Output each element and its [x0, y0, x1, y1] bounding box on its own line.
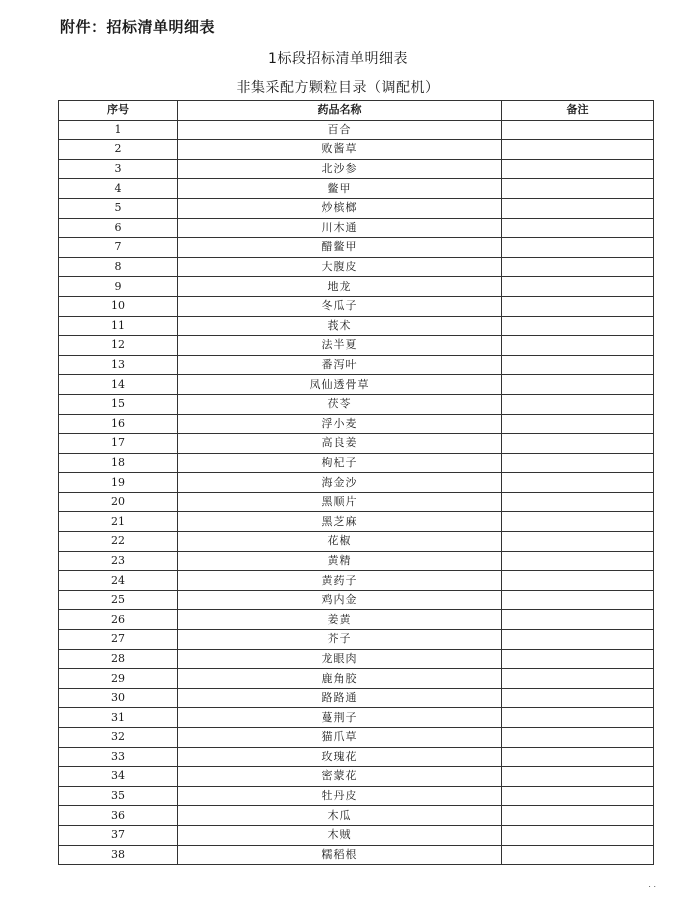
cell-no: 29	[59, 669, 178, 689]
cell-drug-name: 糯稻根	[178, 845, 502, 865]
cell-no: 5	[59, 198, 178, 218]
table-row	[59, 277, 654, 297]
table-row	[59, 825, 654, 845]
cell-note	[502, 159, 654, 179]
cell-drug-name: 木贼	[178, 825, 502, 845]
table-row	[59, 845, 654, 865]
cell-note	[502, 375, 654, 395]
cell-no: 4	[59, 179, 178, 199]
cell-note	[502, 120, 654, 140]
table-row	[59, 120, 654, 140]
cell-no: 2	[59, 140, 178, 160]
cell-drug-name: 姜黄	[178, 610, 502, 630]
cell-note	[502, 669, 654, 689]
cell-note	[502, 845, 654, 865]
cell-note	[502, 767, 654, 787]
table-row	[59, 610, 654, 630]
table-row	[59, 728, 654, 748]
cell-note	[502, 786, 654, 806]
cell-no: 26	[59, 610, 178, 630]
cell-no: 27	[59, 630, 178, 650]
cell-note	[502, 492, 654, 512]
cell-no: 8	[59, 257, 178, 277]
cell-no: 23	[59, 551, 178, 571]
table-row	[59, 532, 654, 552]
cell-no: 34	[59, 767, 178, 787]
table-header-row	[59, 101, 654, 121]
cell-note	[502, 336, 654, 356]
cell-no: 7	[59, 238, 178, 258]
cell-drug-name: 莪术	[178, 316, 502, 336]
table-row	[59, 747, 654, 767]
cell-note	[502, 551, 654, 571]
cell-drug-name: 番泻叶	[178, 355, 502, 375]
cell-drug-name: 地龙	[178, 277, 502, 297]
cell-drug-name: 芥子	[178, 630, 502, 650]
cell-drug-name: 鸡内金	[178, 590, 502, 610]
table-row	[59, 296, 654, 316]
cell-drug-name: 木瓜	[178, 806, 502, 826]
cell-no: 18	[59, 453, 178, 473]
table-row	[59, 140, 654, 160]
cell-note	[502, 571, 654, 591]
table-row	[59, 316, 654, 336]
table-row	[59, 630, 654, 650]
table-row	[59, 375, 654, 395]
cell-no: 14	[59, 375, 178, 395]
cell-no: 35	[59, 786, 178, 806]
cell-note	[502, 512, 654, 532]
cell-drug-name: 猫爪草	[178, 728, 502, 748]
cell-note	[502, 649, 654, 669]
cell-no: 25	[59, 590, 178, 610]
table-row	[59, 453, 654, 473]
cell-note	[502, 140, 654, 160]
cell-no: 19	[59, 473, 178, 493]
cell-drug-name: 北沙参	[178, 159, 502, 179]
cell-drug-name: 路路通	[178, 688, 502, 708]
cell-drug-name: 鳖甲	[178, 179, 502, 199]
cell-no: 1	[59, 120, 178, 140]
cell-no: 21	[59, 512, 178, 532]
cell-note	[502, 414, 654, 434]
cell-note	[502, 198, 654, 218]
cell-drug-name: 鹿角胶	[178, 669, 502, 689]
cell-no: 32	[59, 728, 178, 748]
cell-drug-name: 浮小麦	[178, 414, 502, 434]
cell-drug-name: 玫瑰花	[178, 747, 502, 767]
cell-drug-name: 密蒙花	[178, 767, 502, 787]
cell-drug-name: 海金沙	[178, 473, 502, 493]
cell-note	[502, 394, 654, 414]
cell-no: 36	[59, 806, 178, 826]
cell-note	[502, 218, 654, 238]
cell-no: 12	[59, 336, 178, 356]
cell-no: 10	[59, 296, 178, 316]
cell-drug-name: 花椒	[178, 532, 502, 552]
cell-no: 16	[59, 414, 178, 434]
cell-no: 30	[59, 688, 178, 708]
cell-no: 9	[59, 277, 178, 297]
column-header-no: 序号	[59, 101, 178, 121]
cell-no: 13	[59, 355, 178, 375]
cell-no: 33	[59, 747, 178, 767]
cell-drug-name: 黑芝麻	[178, 512, 502, 532]
table-row	[59, 767, 654, 787]
table-header	[59, 101, 654, 121]
cell-note	[502, 355, 654, 375]
cell-note	[502, 238, 654, 258]
attachment-label: 附件：招标清单明细表	[60, 18, 216, 36]
cell-drug-name: 黄精	[178, 551, 502, 571]
cell-no: 17	[59, 434, 178, 454]
table-row	[59, 238, 654, 258]
column-header-note: 备注	[502, 101, 654, 121]
document-subtitle: 非集采配方颗粒目录（调配机）	[236, 80, 440, 96]
table-row	[59, 512, 654, 532]
cell-note	[502, 688, 654, 708]
cell-note	[502, 630, 654, 650]
table-row	[59, 551, 654, 571]
cell-drug-name: 茯苓	[178, 394, 502, 414]
drug-list-table	[58, 100, 654, 865]
cell-no: 37	[59, 825, 178, 845]
cell-no: 38	[59, 845, 178, 865]
cell-no: 3	[59, 159, 178, 179]
cell-no: 31	[59, 708, 178, 728]
cell-note	[502, 453, 654, 473]
table-row	[59, 218, 654, 238]
column-header-name: 药品名称	[178, 101, 502, 121]
table-row	[59, 492, 654, 512]
cell-note	[502, 708, 654, 728]
table-row	[59, 649, 654, 669]
table-row	[59, 688, 654, 708]
cell-drug-name: 大腹皮	[178, 257, 502, 277]
cell-note	[502, 473, 654, 493]
table-row	[59, 394, 654, 414]
cell-drug-name: 冬瓜子	[178, 296, 502, 316]
cell-note	[502, 277, 654, 297]
cell-no: 11	[59, 316, 178, 336]
cell-no: 15	[59, 394, 178, 414]
table-row	[59, 806, 654, 826]
cell-note	[502, 434, 654, 454]
cell-note	[502, 179, 654, 199]
cell-drug-name: 龙眼肉	[178, 649, 502, 669]
cell-drug-name: 枸杞子	[178, 453, 502, 473]
cell-drug-name: 败酱草	[178, 140, 502, 160]
cell-note	[502, 806, 654, 826]
table-row	[59, 414, 654, 434]
table-row	[59, 708, 654, 728]
table-row	[59, 355, 654, 375]
cell-drug-name: 川木通	[178, 218, 502, 238]
cell-no: 24	[59, 571, 178, 591]
document-title: 1标段招标清单明细表	[268, 51, 408, 67]
cell-note	[502, 610, 654, 630]
cell-note	[502, 316, 654, 336]
cell-note	[502, 825, 654, 845]
cell-drug-name: 法半夏	[178, 336, 502, 356]
cell-drug-name: 炒槟榔	[178, 198, 502, 218]
cell-note	[502, 257, 654, 277]
table-row	[59, 669, 654, 689]
cell-no: 20	[59, 492, 178, 512]
table-row	[59, 336, 654, 356]
table-row	[59, 786, 654, 806]
cell-note	[502, 728, 654, 748]
cell-drug-name: 高良姜	[178, 434, 502, 454]
table-row	[59, 179, 654, 199]
cell-note	[502, 296, 654, 316]
cell-drug-name: 黑顺片	[178, 492, 502, 512]
cell-drug-name: 百合	[178, 120, 502, 140]
cell-no: 28	[59, 649, 178, 669]
table-row	[59, 198, 654, 218]
table-row	[59, 434, 654, 454]
cell-note	[502, 747, 654, 767]
table-row	[59, 590, 654, 610]
cell-drug-name: 牡丹皮	[178, 786, 502, 806]
cell-drug-name: 黄药子	[178, 571, 502, 591]
cell-drug-name: 凤仙透骨草	[178, 375, 502, 395]
table-row	[59, 257, 654, 277]
table-row	[59, 159, 654, 179]
scan-artifact: . .	[648, 880, 656, 889]
cell-note	[502, 590, 654, 610]
cell-drug-name: 醋鳖甲	[178, 238, 502, 258]
table-body	[59, 120, 654, 865]
cell-drug-name: 蔓荆子	[178, 708, 502, 728]
table-row	[59, 473, 654, 493]
cell-no: 22	[59, 532, 178, 552]
cell-no: 6	[59, 218, 178, 238]
table-row	[59, 571, 654, 591]
cell-note	[502, 532, 654, 552]
